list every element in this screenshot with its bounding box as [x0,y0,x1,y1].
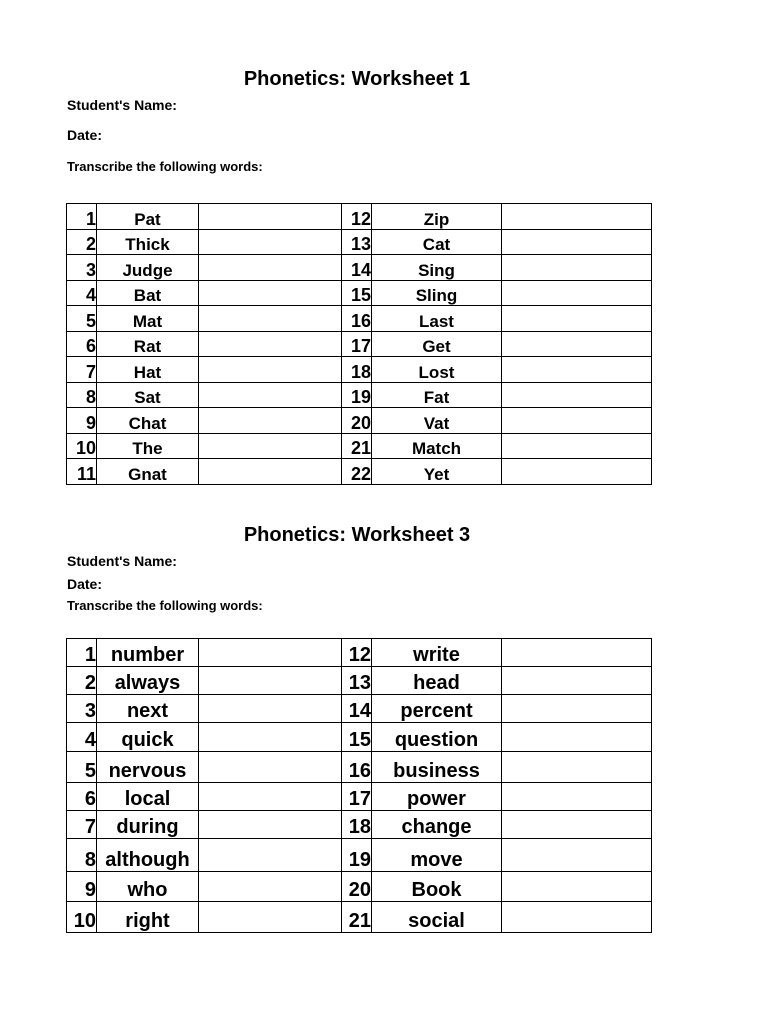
row-number: 4 [67,280,97,306]
row-number: 3 [67,695,97,723]
worksheet3-instruction: Transcribe the following words: [67,598,263,613]
word-cell: Sat [97,382,199,408]
transcription-blank[interactable] [502,357,652,383]
table-row [67,408,652,434]
word-cell: during [97,811,199,839]
transcription-blank[interactable] [199,639,342,667]
row-number: 12 [342,204,372,230]
row-number: 15 [342,280,372,306]
transcription-blank[interactable] [199,811,342,839]
table-row [67,667,652,695]
transcription-blank[interactable] [502,459,652,485]
transcription-blank[interactable] [199,433,342,459]
transcription-blank[interactable] [502,306,652,332]
row-number: 20 [342,872,372,902]
row-number: 13 [342,229,372,255]
transcription-blank[interactable] [199,255,342,281]
row-number: 3 [67,255,97,281]
row-number: 14 [342,695,372,723]
row-number: 12 [342,639,372,667]
row-number: 1 [67,204,97,230]
word-cell: Vat [372,408,502,434]
transcription-blank[interactable] [502,255,652,281]
word-cell: Chat [97,408,199,434]
transcription-blank[interactable] [502,902,652,933]
table-row [67,695,652,723]
row-number: 17 [342,331,372,357]
row-number: 1 [67,639,97,667]
row-number: 11 [67,459,97,485]
word-cell: next [97,695,199,723]
transcription-blank[interactable] [502,382,652,408]
transcription-blank[interactable] [502,667,652,695]
row-number: 2 [67,229,97,255]
word-cell: question [372,723,502,752]
transcription-blank[interactable] [502,408,652,434]
worksheet3-name-label: Student's Name: [67,553,177,569]
word-cell: Fat [372,382,502,408]
word-cell: Mat [97,306,199,332]
word-cell: Hat [97,357,199,383]
row-number: 13 [342,667,372,695]
row-number: 20 [342,408,372,434]
word-cell: always [97,667,199,695]
row-number: 19 [342,382,372,408]
transcription-blank[interactable] [199,357,342,383]
word-cell: nervous [97,752,199,783]
transcription-blank[interactable] [199,408,342,434]
transcription-blank[interactable] [502,695,652,723]
word-cell: business [372,752,502,783]
row-number: 5 [67,306,97,332]
word-cell: who [97,872,199,902]
transcription-blank[interactable] [502,331,652,357]
row-number: 18 [342,357,372,383]
row-number: 16 [342,752,372,783]
transcription-blank[interactable] [199,229,342,255]
transcription-blank[interactable] [199,204,342,230]
transcription-blank[interactable] [199,752,342,783]
transcription-blank[interactable] [502,872,652,902]
word-cell: head [372,667,502,695]
row-number: 16 [342,306,372,332]
table-row [67,331,652,357]
word-cell: Lost [372,357,502,383]
word-cell: Sing [372,255,502,281]
transcription-blank[interactable] [502,723,652,752]
row-number: 21 [342,433,372,459]
word-cell: Gnat [97,459,199,485]
word-cell: right [97,902,199,933]
row-number: 19 [342,839,372,872]
word-cell: local [97,783,199,811]
transcription-blank[interactable] [199,280,342,306]
transcription-blank[interactable] [502,204,652,230]
word-cell: write [372,639,502,667]
worksheet1-name-label: Student's Name: [67,97,177,113]
word-cell: number [97,639,199,667]
table-row [67,204,652,230]
row-number: 6 [67,783,97,811]
word-cell: power [372,783,502,811]
word-cell: Rat [97,331,199,357]
transcription-blank[interactable] [502,783,652,811]
row-number: 8 [67,839,97,872]
transcription-blank[interactable] [199,872,342,902]
table-row [67,433,652,459]
row-number: 18 [342,811,372,839]
worksheet3-date-label: Date: [67,576,103,592]
table-row [67,229,652,255]
row-number: 22 [342,459,372,485]
word-cell: Last [372,306,502,332]
worksheet1-title: Phonetics: Worksheet 1 [243,68,471,90]
transcription-blank[interactable] [199,695,342,723]
worksheet1-date-label: Date: [67,127,103,143]
worksheet3-table [66,638,652,933]
worksheet1-table [66,203,652,485]
table-row [67,902,652,933]
transcription-blank[interactable] [199,902,342,933]
word-cell: percent [372,695,502,723]
table-row [67,752,652,783]
row-number: 15 [342,723,372,752]
transcription-blank[interactable] [199,723,342,752]
transcription-blank[interactable] [502,839,652,872]
row-number: 21 [342,902,372,933]
transcription-blank[interactable] [199,459,342,485]
worksheet3-title: Phonetics: Worksheet 3 [243,524,471,546]
row-number: 8 [67,382,97,408]
row-number: 9 [67,872,97,902]
table-row [67,811,652,839]
transcription-blank[interactable] [199,382,342,408]
row-number: 10 [67,902,97,933]
transcription-blank[interactable] [502,639,652,667]
word-cell: Cat [372,229,502,255]
row-number: 4 [67,723,97,752]
table-row [67,723,652,752]
table-row [67,382,652,408]
table-row [67,306,652,332]
word-cell: Bat [97,280,199,306]
row-number: 9 [67,408,97,434]
word-cell: Sling [372,280,502,306]
worksheet1-instruction: Transcribe the following words: [67,159,263,174]
word-cell: Pat [97,204,199,230]
transcription-blank[interactable] [502,229,652,255]
word-cell: Book [372,872,502,902]
table-row [67,357,652,383]
row-number: 17 [342,783,372,811]
transcription-blank[interactable] [199,667,342,695]
word-cell: move [372,839,502,872]
row-number: 7 [67,357,97,383]
word-cell: Get [372,331,502,357]
word-cell: quick [97,723,199,752]
row-number: 14 [342,255,372,281]
transcription-blank[interactable] [199,306,342,332]
word-cell: Zip [372,204,502,230]
word-cell: change [372,811,502,839]
word-cell: The [97,433,199,459]
word-cell: Judge [97,255,199,281]
row-number: 10 [67,433,97,459]
table-row [67,783,652,811]
transcription-blank[interactable] [199,839,342,872]
word-cell: Thick [97,229,199,255]
transcription-blank[interactable] [502,811,652,839]
word-cell: social [372,902,502,933]
word-cell: Yet [372,459,502,485]
transcription-blank[interactable] [502,433,652,459]
table-row [67,839,652,872]
row-number: 6 [67,331,97,357]
transcription-blank[interactable] [502,752,652,783]
row-number: 7 [67,811,97,839]
table-row [67,280,652,306]
transcription-blank[interactable] [199,783,342,811]
word-cell: although [97,839,199,872]
row-number: 5 [67,752,97,783]
transcription-blank[interactable] [502,280,652,306]
table-row [67,459,652,485]
transcription-blank[interactable] [199,331,342,357]
row-number: 2 [67,667,97,695]
table-row [67,639,652,667]
word-cell: Match [372,433,502,459]
table-row [67,255,652,281]
table-row [67,872,652,902]
